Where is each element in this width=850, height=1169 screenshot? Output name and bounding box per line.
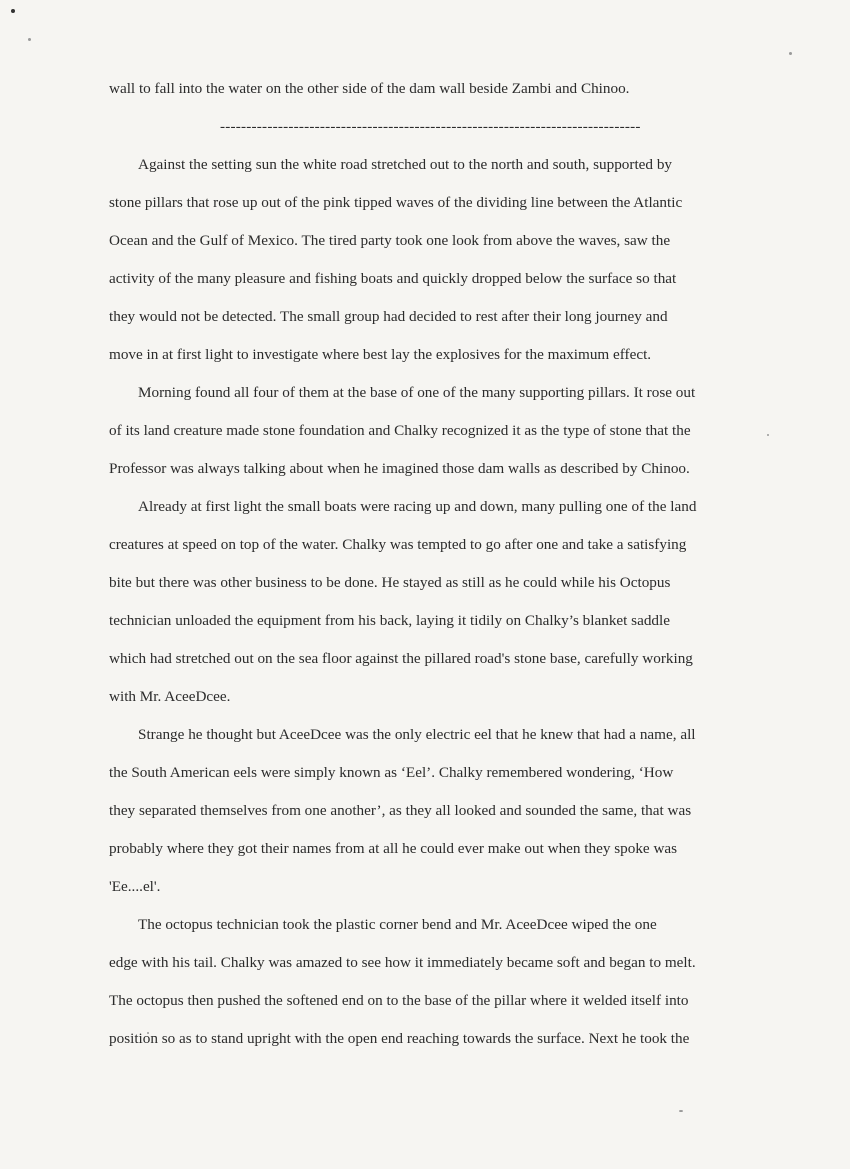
- text-line: Professor was always talking about when he imagined those dam walls as described by Chinoo.: [109, 460, 690, 477]
- text-line: the South American eels were simply known as ‘Eel’. Chalky remembered wondering, ‘How: [109, 764, 674, 781]
- text-line: edge with his tail. Chalky was amazed to see how it immediately became soft and began to melt.: [109, 954, 696, 971]
- text-line: bite but there was other business to be done. He stayed as still as he could while his Octopus: [109, 574, 671, 591]
- text-line: they would not be detected. The small group had decided to rest after their long journey and: [109, 308, 668, 325]
- scan-speck: [679, 1110, 683, 1112]
- text-line: 'Ee....el'.: [109, 878, 161, 895]
- text-line: probably where they got their names from at all he could ever make out when they spoke was: [109, 840, 678, 857]
- scan-speck: [28, 38, 31, 41]
- text-line: technician unloaded the equipment from his back, laying it tidily on Chalky’s blanket saddle: [109, 612, 670, 629]
- paragraph-first-line: Already at first light the small boats were racing up and down, many pulling one of the land: [138, 498, 697, 515]
- scan-speck: [11, 9, 15, 13]
- text-line: The octopus then pushed the softened end on to the base of the pillar where it welded itself into: [109, 992, 689, 1009]
- text-line: activity of the many pleasure and fishing boats and quickly dropped below the surface so that: [109, 270, 677, 287]
- paragraph-first-line: Morning found all four of them at the base of one of the many supporting pillars. It rose out: [138, 384, 696, 401]
- text-line: which had stretched out on the sea floor against the pillared road's stone base, carefully working: [109, 650, 693, 667]
- text-line: creatures at speed on top of the water. Chalky was tempted to go after one and take a satisfying: [109, 536, 687, 553]
- paragraph-first-line: The octopus technician took the plastic corner bend and Mr. AceeDcee wiped the one: [138, 916, 657, 933]
- section-divider: --------------------------------------------------------------------------------: [220, 118, 641, 135]
- text-line: Ocean and the Gulf of Mexico. The tired party took one look from above the waves, saw the: [109, 232, 671, 249]
- text-line: move in at first light to investigate where best lay the explosives for the maximum effect.: [109, 346, 652, 363]
- text-line: with Mr. AceeDcee.: [109, 688, 231, 705]
- text-line: of its land creature made stone foundation and Chalky recognized it as the type of stone that the: [109, 422, 691, 439]
- paragraph-first-line: Strange he thought but AceeDcee was the only electric eel that he knew that had a name, all: [138, 726, 696, 743]
- text-line: they separated themselves from one another’, as they all looked and sounded the same, that was: [109, 802, 692, 819]
- scan-speck: [767, 434, 769, 436]
- scan-speck: [789, 52, 792, 55]
- text-line: wall to fall into the water on the other side of the dam wall beside Zambi and Chinoo.: [109, 80, 630, 97]
- paragraph-first-line: Against the setting sun the white road stretched out to the north and south, supported by: [138, 156, 673, 173]
- text-line: position so as to stand upright with the open end reaching towards the surface. Next he took the: [109, 1030, 690, 1047]
- text-line: stone pillars that rose up out of the pink tipped waves of the dividing line between the Atlantic: [109, 194, 683, 211]
